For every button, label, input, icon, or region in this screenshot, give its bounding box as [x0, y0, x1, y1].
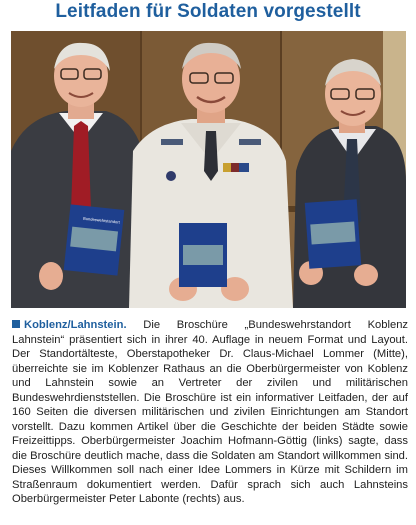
article-dateline: Koblenz/Lahnstein. [24, 319, 127, 331]
brochure-center [179, 223, 227, 287]
svg-text:Bundeswehrstandort: Bundeswehrstandort [82, 215, 120, 225]
article-body: Die Broschüre „Bundeswehrstandort Koblenz Lahnstein“ präsentiert sich in ihrer 40. Auflage in neuem Format und Layout. Der Standortälteste, Oberstapotheker Dr. Claus-Michael Lommer (Mitte), überreichte sie im Koblenzer Rathaus an die Oberbürgermeister von Koblenz und Lahnstein sowie an Vertreter der zivilen und militärischen Bundeswehrdienststellen. Die Broschüre ist ein informativer Leitfaden, der auf 160 Seiten die diversen militärischen und zivilen Einrichtungen am Standort vorstellt. Dazu kommen Artikel über die Geschichte der beiden Städte sowie Freizeittipps. Oberbürgermeister Joachim Hofmann-Göttig (links) sagte, dass die Broschüre deutlich mache, dass die Soldaten am Standort willkommen sind. Dieses Willkommen soll nach einer Idee Lommers in Kürze mit Schildern im Straßenraum dokumentiert werden. Dafür sprach sich auch Lahnsteins Oberbürgermeister Peter Labonte (rechts) aus. [12, 319, 409, 505]
headline: Leitfaden für Soldaten vorgestellt [55, 1, 361, 22]
article-photo [11, 31, 406, 308]
section-marker [12, 320, 20, 328]
brochure-right [305, 199, 361, 268]
brochure-left [64, 204, 125, 275]
article-text [12, 318, 408, 507]
